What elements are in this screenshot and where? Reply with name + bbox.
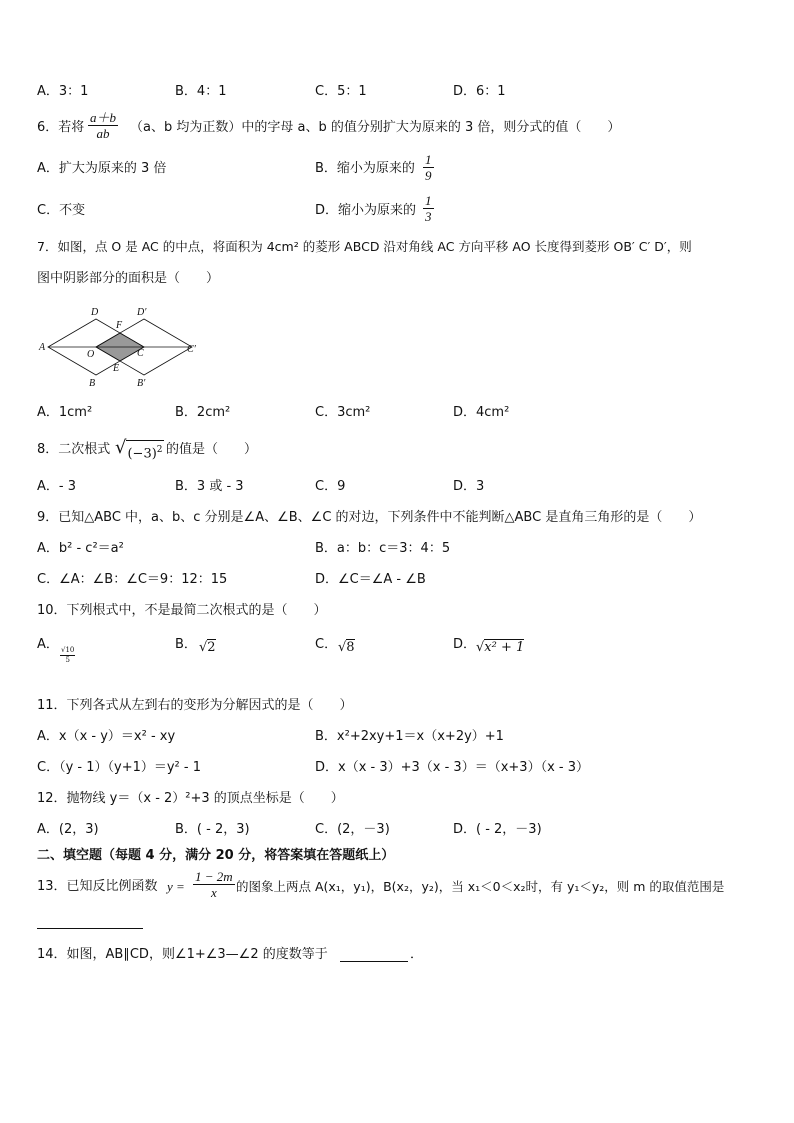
q13-frac-den: x [210,885,217,900]
q6-option-d-den: 3 [425,209,432,224]
q8-exponent: 2 [156,445,163,455]
q7-label-b: B [89,378,96,389]
q6-frac-den: ab [96,126,110,141]
q12-option-d: D．( - 2，－3) [453,822,542,837]
q6-option-b-fraction [423,152,434,183]
q12-stem: 12．抛物线 y＝（x - 2）²+3 的顶点坐标是（ ） [37,791,344,806]
q7-label-e: E [113,363,120,374]
q6-option-b-num: 1 [425,152,432,167]
q8-option-a: A．- 3 [37,479,76,494]
q10-option-b-radical: √2 [199,640,216,655]
q5-option-a: A．3：1 [37,84,89,99]
q7-label-a: A [39,342,46,353]
q8-radicand: (−3) [127,446,157,462]
q10-option-c: C． [315,637,338,652]
q8-stem-post: 的值是（ ） [166,442,258,457]
q11-stem: 11．下列各式从左到右的变形为分解因式的是（ ） [37,698,353,713]
section2-heading: 二、填空题（每题 4 分，满分 20 分，将答案填在答题纸上） [37,848,395,863]
q9-option-b: B．a：b：c＝3：4：5 [315,541,451,556]
q7-label-c2: C′ [187,344,196,355]
q11-option-d: D．x（x - 3）+3（x - 3）＝（x+3）（x - 3） [315,760,589,775]
q5-option-d: D．6：1 [453,84,506,99]
q10-option-c-radicand: 8 [346,640,355,655]
q7-stem-line2: 图中阴影部分的面积是（ ） [37,271,220,286]
q10-option-c-radical: √8 [338,640,355,655]
q10-option-a: A． [37,637,59,652]
q10-stem: 10．下列根式中，不是最简二次根式的是（ ） [37,603,327,618]
q6-option-a: A．扩大为原来的 3 倍 [37,161,167,176]
q13-fraction [193,869,235,900]
q6-option-b: B．缩小为原来的 [315,161,415,176]
q7-label-d: D [91,307,99,318]
q10-option-d-radical: √x² + 1 [476,640,525,655]
q7-option-b: B．2cm² [175,405,231,420]
q6-option-d-fraction [423,193,434,224]
q7-option-c: C．3cm² [315,405,371,420]
q6-stem-rest: （a、b 均为正数）中的字母 a、b 的值分别扩大为原来的 3 倍，则分式的值（ ） [130,120,621,135]
q6-frac-num: a＋b [90,110,117,125]
q6-fraction [88,110,118,141]
q13-frac-num: 1 − 2m [195,869,233,884]
q10-option-a-fraction [60,646,75,665]
q7-label-d2: D′ [137,307,147,318]
q8-option-b: B．3 或 - 3 [175,479,244,494]
q10-option-b-radicand: 2 [207,640,216,655]
q14-post: ． [410,947,424,962]
q9-option-a: A．b² - c²＝a² [37,541,124,556]
q13-post: 的图象上两点 A(x₁，y₁)，B(x₂，y₂)，当 x₁＜0＜x₂时，有 y₁＜y₂，则 m 的取值范围是 [236,879,725,894]
q9-stem: 9．已知△ABC 中，a、b、c 分别是∠A、∠B、∠C 的对边，下列条件中不能判断△ABC 是直角三角形的是（ ） [37,510,702,525]
q14-answer-blank[interactable] [340,961,408,962]
q12-option-c: C．(2，－3) [315,822,390,837]
q7-stem-line1: 7．如图，点 O 是 AC 的中点，将面积为 4cm² 的菱形 ABCD 沿对角线 AC 方向平移 AO 长度得到菱形 OB′ C′ D′，则 [37,239,692,254]
q8-option-c: C．9 [315,479,346,494]
q7-label-o: O [87,349,95,360]
q6-number: 6．若将 [37,120,85,135]
q12-option-b: B．( - 2，3) [175,822,250,837]
q8-option-d: D．3 [453,479,485,494]
q6-option-d: D．缩小为原来的 [315,203,417,218]
q5-option-b: B．4：1 [175,84,227,99]
q10-option-b: B． [175,637,197,652]
q10-option-d-radicand: x² + 1 [484,640,525,655]
q13-pre: 13．已知反比例函数 [37,879,158,894]
q10-option-a-den: 5 [65,656,70,664]
q11-option-c: C．（y - 1）（y+1）＝y² - 1 [37,760,201,775]
q7-option-d: D．4cm² [453,405,510,420]
q6-option-c: C．不变 [37,203,86,218]
q7-label-f: F [116,320,123,331]
q14-pre: 14．如图，AB∥CD，则∠1+∠3—∠2 的度数等于 [37,947,328,962]
q5-option-c: C．5：1 [315,84,367,99]
q12-option-a: A．(2，3) [37,822,99,837]
q10-option-d: D． [453,637,477,652]
q13-y-equals: y = [167,879,185,894]
q11-option-b: B．x²+2xy+1＝x（x+2y）+1 [315,729,504,744]
q6-option-b-den: 9 [425,168,432,183]
q8-radical: $√(-3)^2$ [115,437,163,462]
q7-label-b2: B′ [137,378,146,389]
q6-option-d-num: 1 [425,193,432,208]
q10-option-a-num: √10 [61,646,75,654]
q7-rhombus-figure [36,300,206,392]
q9-option-c: C．∠A：∠B：∠C＝9：12：15 [37,572,228,587]
q11-option-a: A．x（x - y）＝x² - xy [37,729,176,744]
q8-stem-pre: 8．二次根式 [37,442,111,457]
q13-answer-blank[interactable] [37,928,143,929]
q7-option-a: A．1cm² [37,405,93,420]
q9-option-d: D．∠C＝∠A - ∠B [315,572,426,587]
q7-label-c: C [137,348,144,359]
